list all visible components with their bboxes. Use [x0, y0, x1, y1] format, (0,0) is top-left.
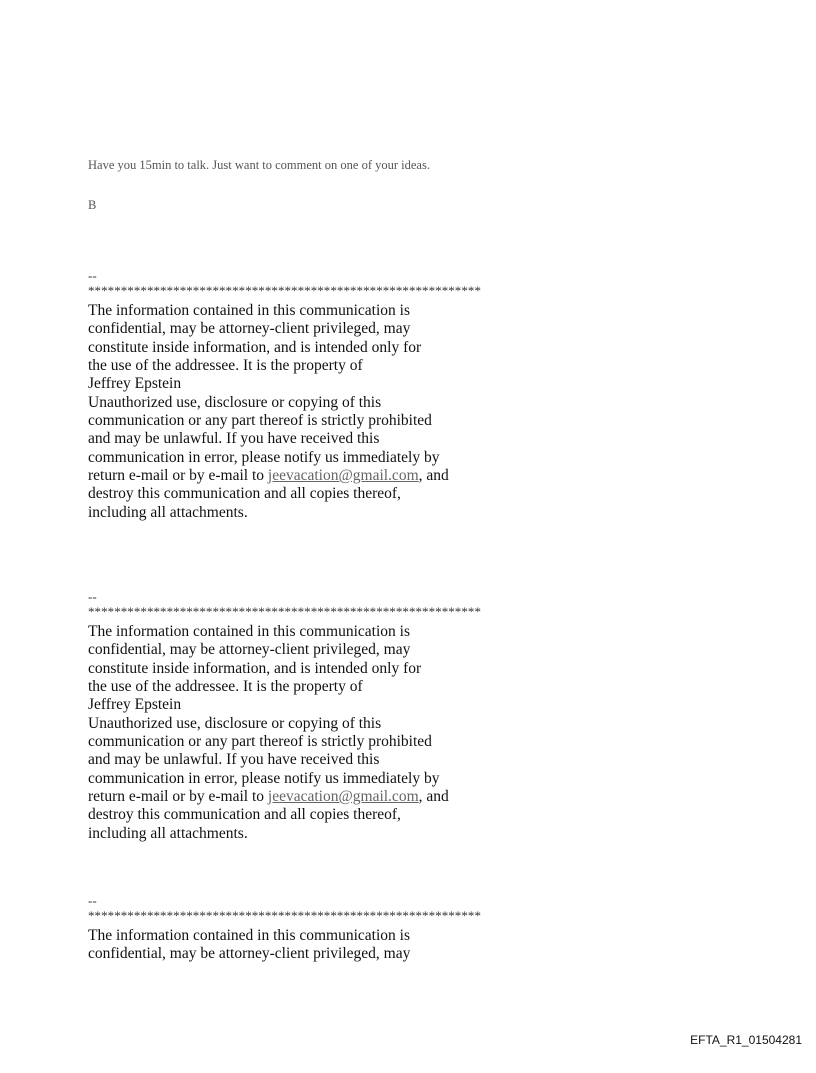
disclaimer-line: The information contained in this communication is [88, 927, 410, 944]
disclaimer-line: constitute inside information, and is intended only for [88, 659, 422, 677]
disclaimer-line: the use of the addressee. It is the property of [88, 357, 363, 375]
disclaimer-line: Jeffrey Epstein [88, 696, 182, 714]
disclaimer-line: communication or any part thereof is strictly prohibited [88, 733, 432, 751]
disclaimer-line: Unauthorized use, disclosure or copying of this [88, 714, 382, 732]
separator-stars: ************************************************************ [88, 283, 481, 298]
disclaimer-line: the use of the addressee. It is the property of [88, 678, 363, 696]
disclaimer-line: communication or any part thereof is strictly prohibited [88, 412, 432, 430]
message-text: Have you 15min to talk. Just want to comment on one of your ideas. [88, 158, 430, 172]
email-link[interactable]: jeevacation@gmail.com [267, 467, 419, 485]
disclaimer-block-3 [88, 893, 481, 964]
separator-stars: ************************************************************ [88, 908, 481, 923]
signature: B [88, 198, 97, 212]
disclaimer-line: confidential, may be attorney-client privileged, may [88, 641, 411, 659]
disclaimer-line: Unauthorized use, disclosure or copying of this [88, 393, 382, 411]
separator-dash: -- [88, 893, 97, 908]
email-link[interactable]: jeevacation@gmail.com [267, 788, 419, 806]
disclaimer-line: communication in error, please notify us immediately by [88, 448, 440, 466]
disclaimer-email-line [88, 467, 481, 485]
email-suffix: , and [418, 788, 449, 806]
disclaimer-block-1 [88, 268, 481, 522]
email-prefix: return e-mail or by e-mail to [88, 467, 268, 485]
disclaimer-line: Jeffrey Epstein [88, 375, 182, 393]
disclaimer-line: confidential, may be attorney-client privileged, may [88, 945, 411, 963]
disclaimer-line: including all attachments. [88, 503, 248, 521]
disclaimer-line: The information contained in this communication is [88, 302, 410, 319]
disclaimer-line: and may be unlawful. If you have received this [88, 430, 380, 448]
disclaimer-line: including all attachments. [88, 824, 248, 842]
document-id: EFTA_R1_01504281 [690, 1033, 802, 1047]
disclaimer-block-2 [88, 589, 481, 843]
disclaimer-line: The information contained in this communication is [88, 623, 410, 640]
disclaimer-email-line [88, 788, 481, 806]
separator-dash: -- [88, 268, 97, 283]
separator-dash: -- [88, 589, 97, 604]
disclaimer-line: communication in error, please notify us immediately by [88, 769, 440, 787]
email-suffix: , and [418, 467, 449, 485]
email-prefix: return e-mail or by e-mail to [88, 788, 268, 806]
disclaimer-line: constitute inside information, and is intended only for [88, 338, 422, 356]
disclaimer-line: destroy this communication and all copies thereof, [88, 485, 401, 503]
separator-stars: ************************************************************ [88, 604, 481, 619]
disclaimer-line: and may be unlawful. If you have received this [88, 751, 380, 769]
disclaimer-line: confidential, may be attorney-client privileged, may [88, 320, 411, 338]
disclaimer-line: destroy this communication and all copies thereof, [88, 806, 401, 824]
